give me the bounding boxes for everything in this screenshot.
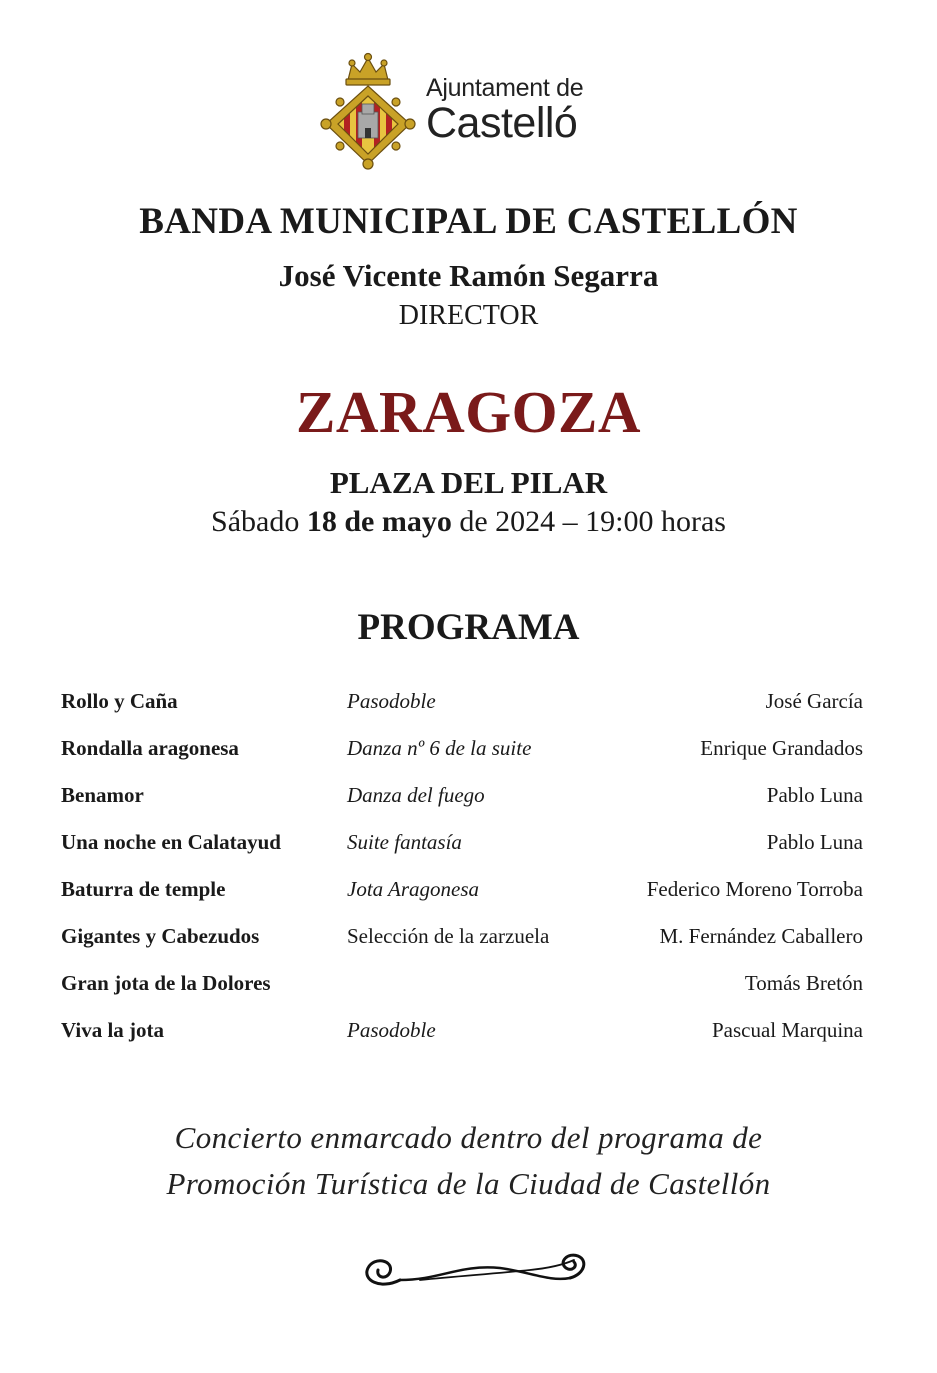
- coat-of-arms-icon: [318, 52, 418, 170]
- program-row: [61, 830, 863, 877]
- event-year-time: de 2024 – 19:00 horas: [459, 505, 726, 538]
- piece-title: Gran jota de la Dolores: [61, 971, 271, 995]
- event-venue: PLAZA DEL PILAR: [329, 465, 608, 500]
- piece-form: Selección de la zarzuela: [347, 924, 550, 948]
- piece-form: Danza del fuego: [347, 783, 485, 807]
- piece-composer: M. Fernández Caballero: [659, 924, 863, 948]
- program-row: [61, 736, 863, 783]
- piece-form: Jota Aragonesa: [347, 877, 480, 901]
- footer-line-2: Promoción Turística de la Ciudad de Castellón: [166, 1166, 771, 1201]
- piece-title: Viva la jota: [61, 1018, 165, 1042]
- director-name: José Vicente Ramón Segarra: [278, 258, 659, 293]
- event-day: Sábado: [211, 505, 300, 538]
- logo-line-ajuntament: Ajuntament de: [426, 74, 584, 102]
- program-row: [61, 924, 863, 971]
- program-row: [61, 877, 863, 924]
- piece-form: Pasodoble: [347, 1018, 436, 1042]
- piece-composer: Pablo Luna: [766, 783, 863, 807]
- event-date: 18 de mayo: [306, 505, 452, 538]
- piece-title: Baturra de temple: [61, 877, 226, 901]
- program-list: [61, 689, 863, 1065]
- band-name: BANDA MUNICIPAL DE CASTELLÓN: [139, 201, 798, 242]
- piece-composer: Federico Moreno Torroba: [646, 877, 863, 901]
- piece-title: Benamor: [61, 783, 144, 807]
- piece-composer: José García: [765, 689, 863, 713]
- program-row: [61, 1018, 863, 1065]
- logo-text: [426, 74, 584, 147]
- program-row: [61, 783, 863, 830]
- piece-form: Pasodoble: [347, 689, 436, 713]
- program-row: [61, 971, 863, 1018]
- piece-composer: Pascual Marquina: [711, 1018, 863, 1042]
- director-role: DIRECTOR: [398, 300, 539, 331]
- event-datetime: [0, 505, 937, 539]
- logo-line-castello: Castelló: [426, 99, 578, 147]
- piece-composer: Pablo Luna: [766, 830, 863, 854]
- programa-heading: PROGRAMA: [357, 607, 580, 648]
- piece-composer: Tomás Bretón: [744, 971, 863, 995]
- piece-form: Danza nº 6 de la suite: [347, 736, 532, 760]
- piece-title: Una noche en Calatayud: [61, 830, 281, 854]
- event-city: ZARAGOZA: [296, 379, 641, 445]
- piece-form: Suite fantasía: [347, 830, 462, 854]
- piece-title: Rollo y Caña: [61, 689, 178, 713]
- footer-line-1: Concierto enmarcado dentro del programa de: [174, 1120, 763, 1155]
- ajuntament-logo: [318, 52, 618, 170]
- program-row: [61, 689, 863, 736]
- piece-title: Rondalla aragonesa: [61, 736, 239, 760]
- flourish-ornament-icon: [360, 1250, 590, 1300]
- piece-title: Gigantes y Cabezudos: [61, 924, 260, 948]
- piece-composer: Enrique Grandados: [700, 736, 863, 760]
